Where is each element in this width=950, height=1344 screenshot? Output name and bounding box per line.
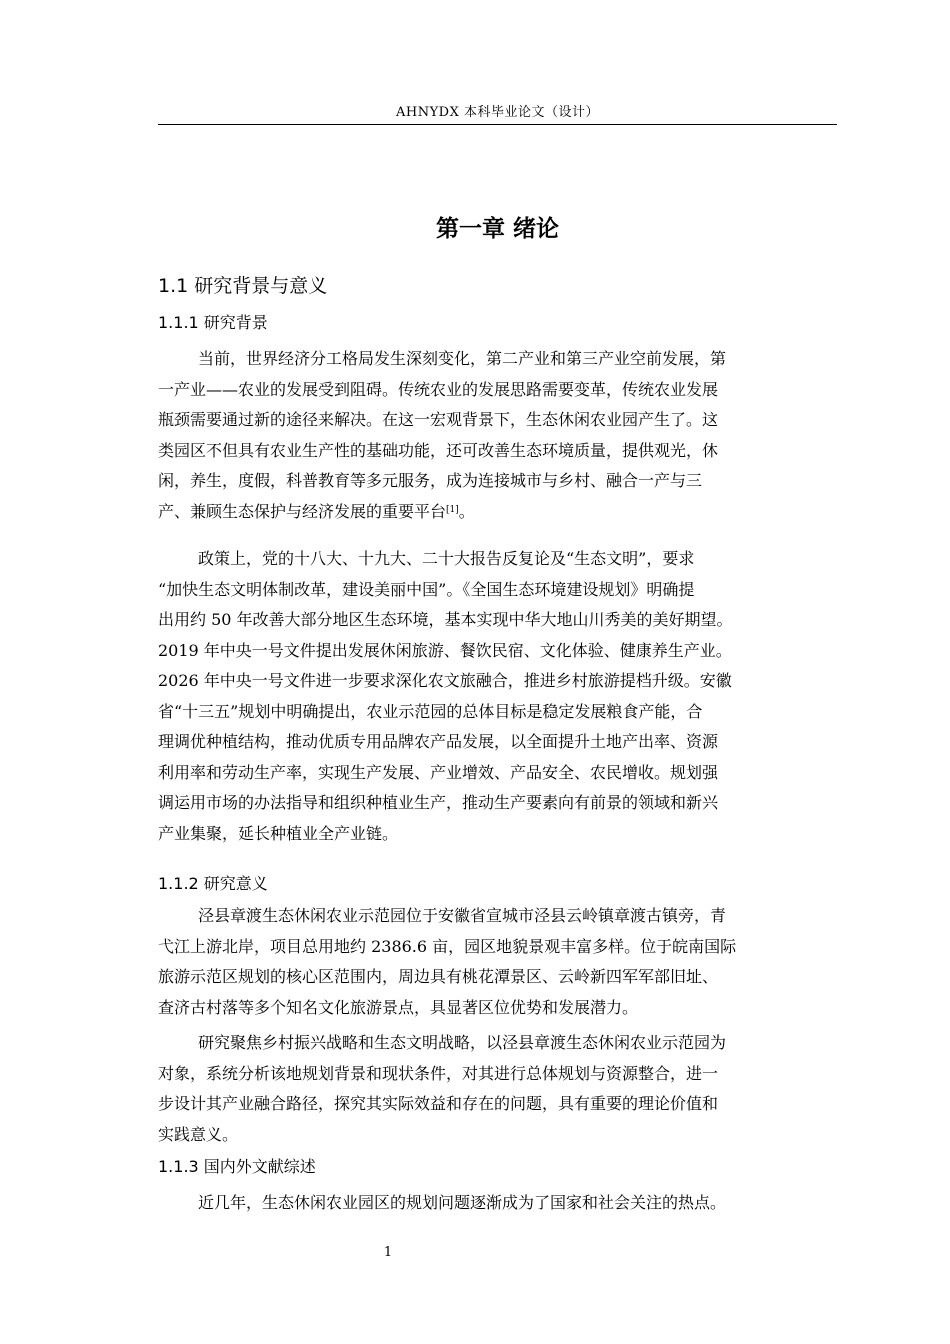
section-heading-1-1: 1.1 研究背景与意义 xyxy=(158,275,328,297)
subsection-heading-1-1-1: 1.1.1 研究背景 xyxy=(158,313,268,332)
paragraph-line: 查济古村落等多个知名文化旅游景点，具显著区位优势和发展潜力。 xyxy=(158,997,639,1017)
paragraph-line: 产业集聚，延长种植业全产业链。 xyxy=(158,823,399,843)
paragraph-significance-1 xyxy=(158,901,837,1023)
paragraph-line: 2026 年中央一号文件进一步要求深化农文旅融合，推进乡村旅游提档升级。安徽 xyxy=(158,671,732,690)
citation-marker: [1] xyxy=(446,504,459,515)
running-header: AHNYDX 本科毕业论文（设计） xyxy=(396,105,599,120)
paragraph-line: 泾县章渡生态休闲农业示范园位于安徽省宣城市泾县云岭镇章渡古镇旁，青 xyxy=(198,906,727,925)
paragraph-literature-review-1 xyxy=(158,1188,837,1219)
paragraph-line: 闲，养生，度假，科普教育等多元服务，成为连接城市与乡村、融合一产与三 xyxy=(158,471,703,490)
paragraph-line: 近几年，生态休闲农业园区的规划问题逐渐成为了国家和社会关注的热点。 xyxy=(198,1193,727,1212)
paragraph-line: 实践意义。 xyxy=(158,1124,239,1144)
chapter-title: 第一章 绪论 xyxy=(435,216,559,242)
paragraph-line: 研究聚焦乡村振兴战略和生态文明战略，以泾县章渡生态休闲农业示范园为 xyxy=(198,1033,727,1052)
paragraph-line: 出用约 50 年改善大部分地区生态环境，基本实现中华大地山川秀美的美好期望。 xyxy=(158,610,733,629)
paragraph-significance-2 xyxy=(158,1028,837,1150)
paragraph-line: 瓶颈需要通过新的途径来解决。在这一宏观背景下，生态休闲农业园产生了。这 xyxy=(158,410,719,429)
paragraph-end-mark: 。 xyxy=(458,501,475,521)
paragraph-line: 2019 年中央一号文件提出发展休闲旅游、餐饮民宿、文化体验、健康养生产业。 xyxy=(158,640,732,660)
paragraph-background-2 xyxy=(158,544,837,849)
paragraph-line: 步设计其产业融合路径，探究其实际效益和存在的问题，具有重要的理论价值和 xyxy=(158,1094,719,1113)
paragraph-line-text: 产、兼顾生态保护与经济发展的重要平台 xyxy=(158,501,447,521)
paragraph-line: 弋江上游北岸，项目总用地约 2386.6 亩，园区地貌景观丰富多样。位于皖南国际 xyxy=(158,936,737,956)
header-rule xyxy=(158,124,837,125)
paragraph-line: 利用率和劳动生产率，实现生产发展、产业增效、产品安全、农民增收。规划强 xyxy=(158,762,719,782)
subsection-heading-1-1-3: 1.1.3 国内外文献综述 xyxy=(158,1157,316,1176)
paragraph-line: 类园区不但具有农业生产性的基础功能，还可改善生态环境质量，提供观光，休 xyxy=(158,440,719,460)
page-number: 1 xyxy=(383,1245,393,1260)
paragraph-line: 省“十三五”规划中明确提出，农业示范园的总体目标是稳定发展粮食产能，合 xyxy=(158,701,703,721)
paragraph-line: “加快生态文明体制改革，建设美丽中国”。《全国生态环境建设规划》明确提 xyxy=(158,579,695,599)
paragraph-background-1 xyxy=(158,344,837,527)
paragraph-line: 对象，系统分析该地规划背景和现状条件，对其进行总体规划与资源整合，进一 xyxy=(158,1063,719,1083)
paragraph-line: 调运用市场的办法指导和组织种植业生产，推动生产要素向有前景的领域和新兴 xyxy=(158,793,719,812)
paragraph-line: 旅游示范区规划的核心区范围内，周边具有桃花潭景区、云岭新四军军部旧址、 xyxy=(158,967,719,986)
paragraph-line: 一产业——农业的发展受到阻碍。传统农业的发展思路需要变革，传统农业发展 xyxy=(158,379,719,399)
paragraph-line: 当前，世界经济分工格局发生深刻变化，第二产业和第三产业空前发展，第 xyxy=(198,349,727,368)
subsection-heading-1-1-2: 1.1.2 研究意义 xyxy=(158,874,268,893)
paragraph-line: 理调优种植结构，推动优质专用品牌农产品发展，以全面提升土地产出率、资源 xyxy=(158,732,719,751)
paragraph-line-last xyxy=(158,497,837,528)
paragraph-line: 政策上，党的十八大、十九大、二十大报告反复论及“生态文明”，要求 xyxy=(198,549,695,568)
